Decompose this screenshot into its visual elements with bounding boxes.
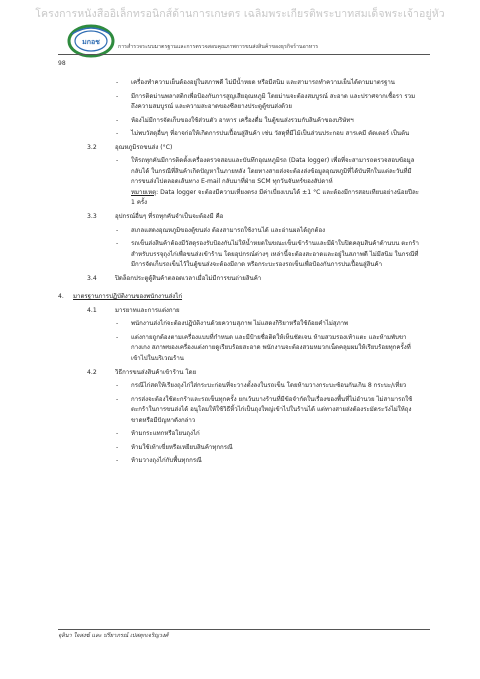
header-divider (58, 54, 430, 55)
subsection-heading: 4.1 มารยาทและการแต่งกาย (87, 306, 180, 314)
page-number: 98 (58, 60, 66, 67)
list-item: - ไม่พบวัสดุอื่นๆ ที่อาจก่อให้เกิดการปนเปื้อนสู่สินค้า เช่น วัสดุที่มีไม้เป็นส่วนประกอบ สารเคมี ตัดเตอร์ เป็นต้น (116, 130, 410, 138)
note-paragraph: หมายเหตุ: Data logger จะต้องมีความเที่ยงตรง มีค่าเบี่ยงเบนได้ ±1 °C และต้องมีการสอบเทียบอย่างน้อยปีละ 1 ครั้ง (131, 188, 419, 207)
list-item: - กรณีไก่สดให้เรียงถุงไก่ใส่กระบะก่อนที่จะวางตั้งลงในรถเข็น โดยห้ามวางกระบะซ้อนกันเกิน 8 กระบะ/เที่ยว (116, 382, 407, 390)
subsection-heading: 4.2 วิธีการขนส่งสินค้าเข้าร้าน โดย (87, 368, 197, 376)
list-item: - สเกลแสดงอุณหภูมิของตู้ขนส่ง ต้องสามารถใช้งานได้ และอ่านผลได้ถูกต้อง (116, 226, 326, 234)
list-item: - พนักงานส่งไก่จะต้องปฏิบัติงานด้วยความสุภาพ ไม่แสดงกิริยาหรือใช้ถ้อยคำไม่สุภาพ (116, 320, 349, 328)
footer-divider (58, 629, 430, 630)
subsection-heading: 3.3 อุปกรณ์อื่นๆ ที่รถทุกคันจำเป็นจะต้องมี คือ (87, 213, 224, 221)
header-title: การสำรวจระบบมาตรฐานและการตรวจสอบคุณภาพการขนส่งสินค้าของธุรกิจร้านอาหาร (118, 44, 319, 50)
list-item: - มีการติดม่านพลาสติกเพื่อป้องกันการสูญเสียอุณหภูมิ โดยม่านจะต้องสมบูรณ์ สะอาด และปราศจากเชื้อรา รวมถึงความสมบูรณ์ และความสะอาดของซีลยางประตูตู้ขนส่งด้วย (116, 92, 416, 111)
section-heading: 4. มาตรฐานการปฏิบัติงานของพนักงานส่งไก่ (58, 293, 183, 301)
list-item: - ห้องไม่มีการจัดเก็บของใช้ส่วนตัว อาหาร เครื่องดื่ม ในตู้ขนส่งรวมกับสินค้าของบริษัทฯ (116, 116, 354, 124)
watermark-text: โครงการหนังสืออิเล็กทรอนิกส์ด้านการเกษตร เฉลิมพระเกียรติพระบาทสมเด็จพระเจ้าอยู่หัว (35, 8, 445, 20)
list-item: - ห้ามวางถุงไก่กับพื้นทุกกรณี (116, 457, 202, 465)
list-item: - ห้ามกระแทกหรือโยนถุงไก่ (116, 430, 200, 438)
list-item: - ให้รถทุกคันมีการติดตั้งเครื่องตรวจสอบและบันทึกอุณหภูมิรถ (Data logger) เพื่อที่จะสามารถตรวจสอบข้อมูลกลับได้ ในกรณีที่สินค้าเกิดปัญหาในภายหลัง โดยทางสายส่งจะต้องส่งข้อมูลอุณหภูมิที่ได้บันทึกในแต่ละวันที่มีการขนส่งไปตลอดเส้นทาง E-mail กลับมาที่ฝ่าย SCM ทุกวันจันทร์ของสัปดาห์ (116, 157, 415, 186)
svg-text:มกอช: มกอช (82, 38, 100, 46)
list-item: - การส่งจะต้องใช้ตะกร้าและรถเข็นทุกครั้ง ยกเว้นบางร้านที่มีข้อจำกัดในเรื่องของพื้นที่ไม่อำนวย ไม่สามารถใช้ตะกร้าในการขนส่งได้ อนุโลมให้ใช้วิธีหิ้วไก่เป็นถุงใหญ่เข้าไปในร้านได้ แต่ทางสายส่งต้องระมัดระวังไม่ให้ถุงขาดหรือมีปัญหาดังกล่าว (116, 395, 413, 424)
list-item: - เครื่องทำความเย็นต้องอยู่ในสภาพดี ไม่มีน้ำหยด หรือมีสนิม และสามารถทำความเย็นได้ตามมาตรฐาน (116, 79, 395, 86)
subsection-heading: 3.4 ปิดล็อกประตูตู้สินค้าตลอดเวลาเมื่อไม่มีการขนถ่ายสินค้า (87, 274, 262, 282)
list-item: - แต่งกายถูกต้องตามเครื่องแบบที่กำหนด และมีป้ายชื่อติดให้เห็นชัดเจน ห้ามสวมรองเท้าแตะ และห้ามพับขากางเกง สภาพของเครื่องแต่งกายดูเรียบร้อยสะอาด พนักงานจะต้องสวมหมวกเน็ตคลุมผมให้เรียบร้อยทุกครั้งที่เข้าไปในบริเวณร้าน (116, 333, 411, 363)
document-body (0, 78, 480, 467)
list-item: - รถเข็นส่งสินค้าต้องมีวัสดุรองรับป้องกันไม่ให้น้ำหยดในขณะเข็นเข้าร้านและมีผ้าใบปิดคลุมสินค้าด้านบน ตะกร้าสำหรับบรรจุถุงไก่เพื่อขนส่งเข้าร้าน โดยอุปกรณ์ต่างๆ เหล่านี้จะต้องสะอาดและอยู่ในสภาพดี ไม่มีสนิม ในกรณีที่มีการจัดเก็บรถเข็นไว้ในตู้ขนส่งจะต้องมีถาด หรือกระบะรองรถเข็นเพื่อป้องกันการปนเปื้อนสู่สินค้า (116, 240, 419, 269)
footer-authors: จุลินา ใจสงฆ์ และ ปรียาภรณ์ เปสตุกเจริญวงศ์ (58, 633, 169, 639)
subsection-heading: 3.2 อุณหภูมิรถขนส่ง (°C) (87, 143, 173, 151)
list-item: - ห้ามใช้เท้าเขี่ยหรือเหยียบสินค้าทุกกรณี (116, 443, 233, 451)
